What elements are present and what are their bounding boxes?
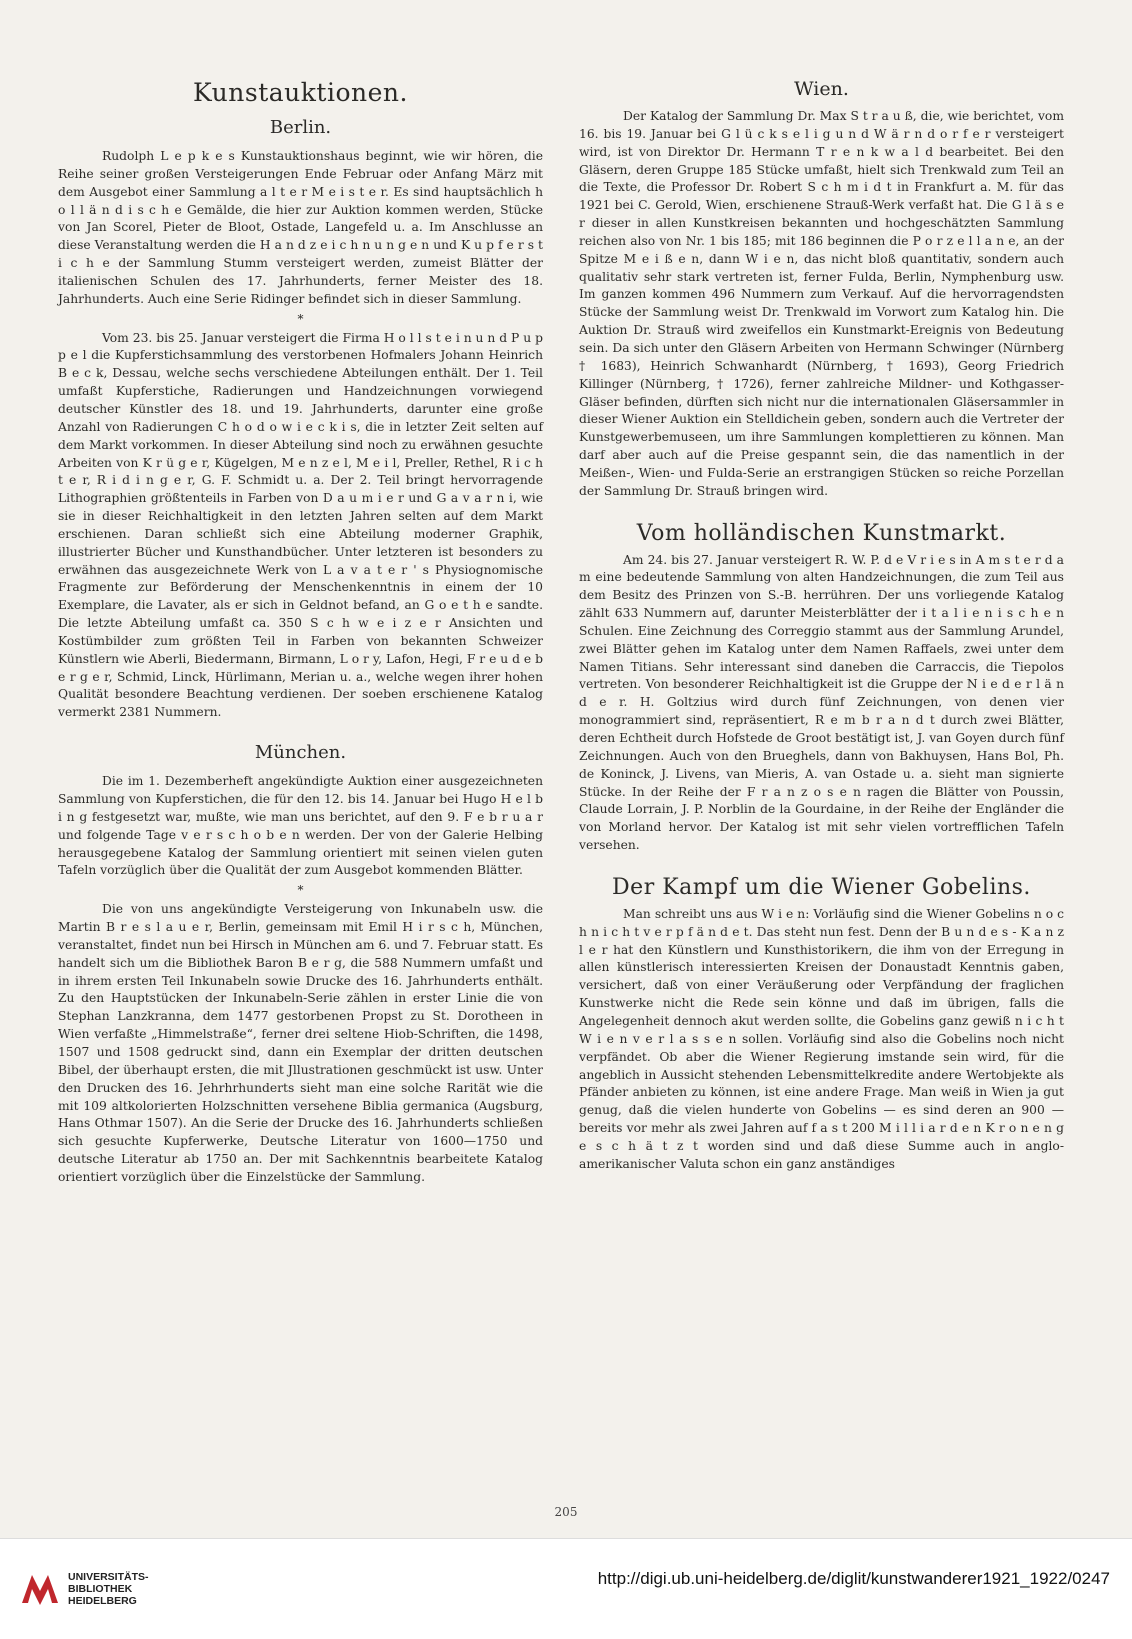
library-name-line1: UNIVERSITÄTS- xyxy=(68,1571,149,1583)
right-column xyxy=(579,78,1064,1174)
paragraph-berlin-2: Vom 23. bis 25. Januar versteigert die Firma H o l l s t e i n u n d P u p p e l die Kupferstichsammlung des verstorbenen Hofmalers Johann Heinrich B e c k, Dessau, welche sechs verschiedene Abteilungen enthält. Der 1. Teil umfaßt Kupferstiche, Radierungen und Handzeichnungen vorwiegend deutscher Künstler des 18. und 19. Jahrhunderts, darunter eine große Anzahl von Radierungen C h o d o w i e c k i s, die in letzter Zeit selten auf dem Markt vorkommen. In dieser Abteilung sind noch zu erwähnen gesuchte Arbeiten von K r ü g e r, Kügelgen, M e n z e l, M e i l, Preller, Rethel, R i c h t e r, R i d i n g e r, G. F. Schmidt u. a. Der 2. Teil bringt hervorragende Lithographien größtenteils in Farben von D a u m i e r und G a v a r n i, wie sie in dieser Reichhaltigkeit in den letzten Jahren selten auf dem Markt erschienen. Daran schließt sich eine Abteilung moderner Graphik, illustrierter Bücher und Kunsthandbücher. Unter letzteren ist besonders zu erwähnen das ausgezeichnete Werk von L a v a t e r ' s Physiognomische Fragmente zur Beförderung der Menschenkenntnis in einem der 10 Exemplare, die Lavater, als er sich in Geldnot befand, an G o e t h e sandte. Die letzte Abteilung umfaßt ca. 350 S c h w e i z e r Ansichten und Kostümbilder zum größten Teil in Farben von bekannten Schweizer Künstlern wie Aberli, Biedermann, Birmann, L o r y, Lafon, Hegi, F r e u d e b e r g e r, Schmid, Linck, Hürlimann, Merian u. a., welche wegen ihrer hohen Qualität besondere Beachtung verdienen. Der soeben erschienene Katalog vermerkt 2381 Nummern. xyxy=(58,330,543,720)
paragraph-muenchen-2: Die von uns angekündigte Versteigerung von Inkunabeln usw. die Martin B r e s l a u e r, Berlin, gemeinsam mit Emil H i r s c h, München, veranstaltet, findet nun bei Hirsch in München am 6. und 7. Februar statt. Es handelt sich um die Bibliothek Baron B e r g, die 588 Nummern umfaßt und in ihrem ersten Teil Inkunabeln sowie Drucke des 16. Jahrhunderts enthält. Zu den Hauptstücken der Inkunabeln-Serie zählen in erster Linie die von Stephan Lanzkranna, dem 1477 gestorbenen Propst zu St. Dorotheen in Wien verfaßte „Himmelstraße“, ferner drei seltene Hiob-Schriften, die 1498, 1507 und 1508 gedruckt sind, dann ein Exemplar der dritten deutschen Bibel, der überhaupt ersten, die mit Jllustrationen geschmückt ist usw. Unter den Drucken des 16. Jehrhrhunderts sieht man eine solche Rarität wie die mit 109 altkolorierten Holzschnitten versehene Biblia germanica (Augsburg, Hans Othmar 1507). An die Serie der Drucke des 16. Jahrhunderts schließen sich gesuchte Kupferwerke, Deutsche Literatur von 1600—1750 und deutsche Literatur ab 1750 an. Der mit Sachkenntnis bearbeitete Katalog orientiert vorzüglich über die Einzelstücke der Sammlung. xyxy=(58,902,543,1184)
left-column xyxy=(58,78,543,1187)
asterisk-separator: * xyxy=(297,883,304,898)
paragraph-holland: Am 24. bis 27. Januar versteigert R. W. P. d e V r i e s in A m s t e r d a m eine bedeutende Sammlung von alten Handzeichnungen, die zum Teil aus dem Besitz des Prinzen von S.-B. herrühren. Der uns vorliegende Katalog zählt 633 Nummern auf, darunter Meisterblätter der i t a l i e n i s c h e n Schulen. Eine Zeichnung des Correggio stammt aus der Sammlung Arundel, zwei Blätter gehen im Katalog unter dem Namen Raffaels, zwei unter dem Namen Titians. Sehr interessant sind daneben die Carraccis, die Tiepolos vertreten. Von besonderer Reichhaltigkeit ist die Gruppe der N i e d e r l ä n d e r. H. Goltzius wird durch fünf Zeichnungen, von denen vier monogrammiert sind, repräsentiert, R e m b r a n d t durch zwei Blätter, deren Echtheit durch Hofstede de Groot bestätigt ist, J. van Goyen durch fünf Zeichnungen. Auch von den Brueghels, dann von Bakhuysen, Hans Bol, Ph. de Koninck, J. Livens, van Mieris, A. van Ostade u. a. sieht man signierte Stücke. In der Reihe der F r a n z o s e n ragen die Blätter von Poussin, Claude Lorrain, J. P. Norblin de la Gourdaine, in der Reihe der Engländer die von Morland hervor. Der Katalog ist mit sehr vielen vortrefflichen Tafeln versehen. xyxy=(579,552,1064,853)
heading-berlin: Berlin. xyxy=(269,117,332,138)
heading-wien: Wien. xyxy=(794,78,849,100)
heading-muenchen: München. xyxy=(254,742,347,764)
paragraph-gobelins: Man schreibt uns aus W i e n: Vorläufig sind die Wiener Gobelins n o c h n i c h t v e r p f ä n d e t. Das steht nun fest. Denn der B u n d e s - K a n z l e r hat den Künstlern und Kunsthistorikern, die ihm von der Erregung in allen künstlerisch interessierten Kreisen der Donaustadt Kenntnis gaben, versichert, daß von einer Veräußerung oder Verpfändung der fraglichen Kunstwerke nicht die Rede sein könne und daß im übrigen, falls die Angelegenheit dennoch akut werden sollte, die Gobelins ganz gewiß n i c h t W i e n v e r l a s s e n sollen. Vorläufig sind also die Gobelins noch nicht verpfändet. Ob aber die Wiener Regierung imstande sein wird, für die angeblich in Aussicht stehenden Lebensmittelkredite andere Wertobjekte als Pfänder anbieten zu können, ist eine andere Frage. Man weiß in Wien ja gut genug, daß die vielen hunderte von Gobelins — es sind deren an 900 — bereits vor mehr als zwei Jahren auf f a s t 200 M i l l i a r d e n K r o n e n g e s c h ä t z t worden sind und daß diese Summe auch in anglo-amerikanischer Valuta schon ein ganz anständiges xyxy=(579,906,1064,1171)
university-library-logo-icon xyxy=(18,1567,62,1611)
library-name xyxy=(68,1571,149,1607)
footer-bar xyxy=(0,1538,1132,1639)
section-title-kunstauktionen: Kunstauktionen. xyxy=(193,78,408,107)
source-url-link[interactable]: http://digi.ub.uni-heidelberg.de/diglit/kunstwanderer1921_1922/0247 xyxy=(597,1569,1110,1588)
asterisk-separator: * xyxy=(297,311,304,326)
paragraph-muenchen-1: Die im 1. Dezemberheft angekündigte Auktion einer ausgezeichneten Sammlung von Kupferstichen, die für den 12. bis 14. Januar bei Hugo H e l b i n g festgesetzt war, mußte, wie man uns berichtet, auf den 9. F e b r u a r und folgende Tage v e r s c h o b e n werden. Der von der Galerie Helbing herausgegebene Katalog der Sammlung orientiert mit seinen vielen guten Tafeln vorzüglich über die Qualität der zum Ausgebot kommenden Blätter. xyxy=(58,774,543,878)
paragraph-wien: Der Katalog der Sammlung Dr. Max S t r a u ß, die, wie berichtet, vom 16. bis 19. Januar bei G l ü c k s e l i g u n d W ä r n d o r f e r versteigert wird, ist von Direktor Dr. Hermann T r e n k w a l d bearbeitet. Bei den Gläsern, deren Gruppe 185 Stücke umfaßt, hielt sich Trenkwald zum Teil an die Texte, die Professor Dr. Robert S c h m i d t in Frankfurt a. M. für das 1921 bei C. Gerold, Wien, erschienene Strauß-Werk verfaßt hat. Die G l ä s e r dieser in allen Kunstkreisen bekannten und hochgeschätzten Sammlung reichen also von Nr. 1 bis 185; mit 186 beginnen die P o r z e l l a n e, an der Spitze M e i ß e n, dann W i e n, das nicht bloß quantitativ, sondern auch qualitativ sehr stark vertreten ist, ferner Fulda, Berlin, Nymphenburg usw. Im ganzen kommen 496 Nummern zum Verkauf. Auf die hervorragendsten Stücke der Sammlung weist Dr. Trenkwald im Vorwort zum Katalog hin. Die Auktion Dr. Strauß wird zweifellos ein Kunstmarkt-Ereignis von Bedeutung sein. Da sich unter den Gläsern Arbeiten von Hermann Schwinger (Nürnberg † 1683), Heinrich Schwanhardt (Nürnberg, † 1693), Georg Friedrich Killinger (Nürnberg, † 1726), ferner zahlreiche Mildner- und Kothgasser-Gläser befinden, dürften sich nicht nur die internationalen Gläsersammler in dieser Wiener Auktion ein Stelldichein geben, sondern auch die Vertreter der Kunstgewerbemuseen, um ihre Sammlungen komplettieren zu können. Man darf aber auch auf die Preise gespannt sein, die das namentlich in der Meißen-, Wien- und Fulda-Serie an erstrangigen Stücken so reiche Porzellan der Sammlung Dr. Strauß bringen wird. xyxy=(579,109,1064,498)
heading-hollaendischer-kunstmarkt: Vom holländischen Kunstmarkt. xyxy=(636,520,1007,546)
page-number: 205 xyxy=(554,1505,578,1519)
library-name-line3: HEIDELBERG xyxy=(68,1595,137,1607)
library-name-line2: BIBLIOTHEK xyxy=(68,1583,133,1595)
heading-wiener-gobelins: Der Kampf um die Wiener Gobelins. xyxy=(612,874,1031,900)
paragraph-berlin-1: Rudolph L e p k e s Kunstauktionshaus beginnt, wie wir hören, die Reihe seiner großen Versteigerungen Ende Februar oder Anfang März mit dem Ausgebot einer Sammlung a l t e r M e i s t e r. Es sind hauptsächlich h o l l ä n d i s c h e Gemälde, die hier zur Auktion kommen werden, Stücke von Jan Scorel, Pieter de Bloot, Ostade, Langefeld u. a. Im Anschlusse an diese Veranstaltung werden die H a n d z e i c h n u n g e n und K u p f e r s t i c h e der Sammlung Stumm versteigert werden, zumeist Blätter der italienischen Schulen des 17. Jahrhunderts, ferner Meister des 18. Jahrhunderts. Auch eine Serie Ridinger befindet sich in dieser Sammlung. xyxy=(58,149,543,306)
